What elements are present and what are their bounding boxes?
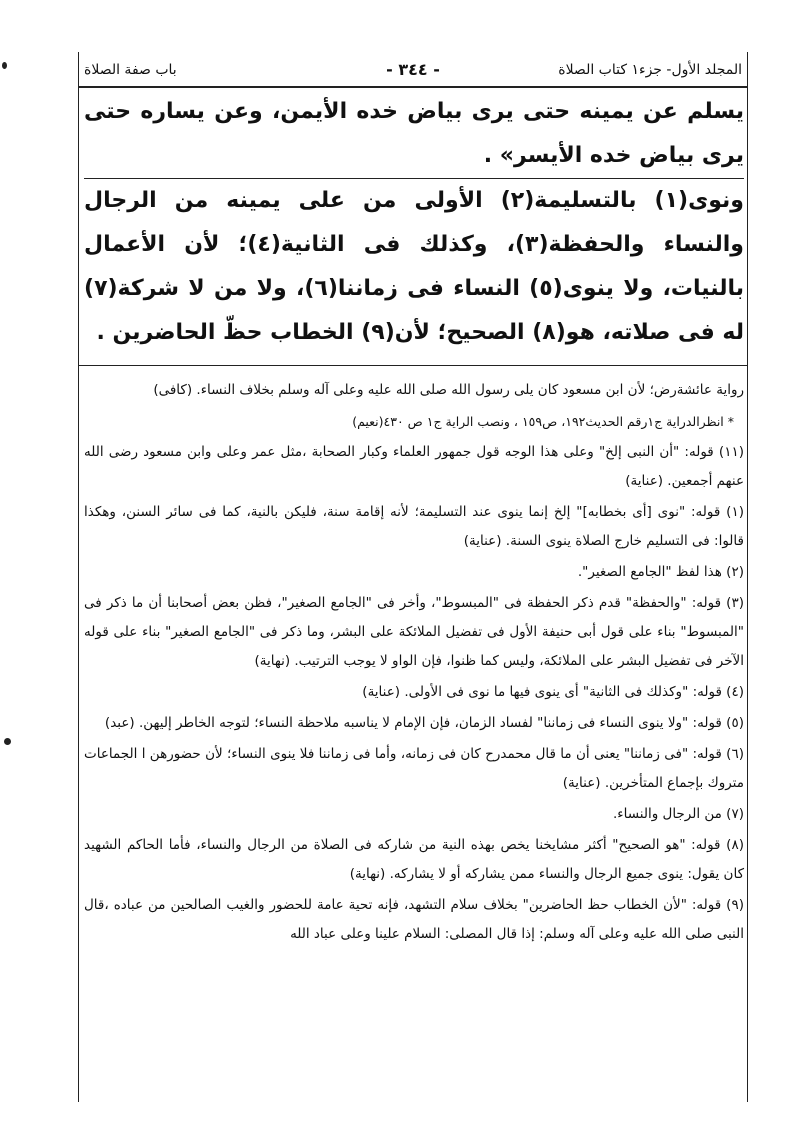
volume-info: المجلد الأول- جزء١ كتاب الصلاة — [558, 62, 742, 78]
footnote-8: (٨) قوله: "هو الصحيح" أكثر مشايخنا يخص بهذه النية من شاركه فى الصلاة من الرجال والنساء، فأما الحاكم الشهيد كان يقول: ينوى جميع الرجال والنساء ممن يشاركه أو لا يشاركه. (نهاية) — [84, 837, 744, 882]
page — [78, 42, 754, 1102]
footnote-11: (١١) قوله: "أن النبى إلخ" وعلى هذا الوجه قول جمهور العلماء وكبار الصحابة ،مثل عمر وعلى وابن مسعود رضى الله عنهم أجمعين. (عناية) — [84, 444, 744, 489]
page-number: - ٣٤٤ - — [386, 60, 440, 79]
footnote-4: (٤) قوله: "وكذلك فى الثانية" أى ينوى فيها ما نوى فى الأولى. (عناية) — [362, 684, 744, 700]
footnote-5: (٥) قوله: "ولا ينوى النساء فى زماننا" لفساد الزمان، فإن الإمام لا يناسبه ملاحظة النساء؛ لتوجه الخاطر إليهن. (عبد) — [104, 715, 744, 731]
footnote-rule — [78, 365, 748, 366]
footnotes — [84, 376, 744, 951]
main-line-1: يسلم عن يمينه حتى يرى بياض خده الأيمن، وعن يساره حتى يرى بياض خده الأيسر» . — [84, 99, 744, 168]
footnote-9: (٩) قوله: "لأن الخطاب حظ الحاضرين" بخلاف سلام التشهد، فإنه تحية عامة للحضور والغيب الصالحين من عباده ،قال النبى صلى الله عليه وعلى آله وسلم: إذا قال المصلى: السلام علينا وعلى عباد الله — [84, 897, 744, 942]
footnote-star: * انظرالدراية ج١رقم الحديث١٩٢، ص١٥٩ ، ونصب الراية ج١ ص ٤٣٠(نعيم) — [352, 414, 734, 429]
scan-speck — [4, 738, 11, 745]
footnote-7: (٧) من الرجال والنساء. — [612, 806, 744, 822]
footnote-1: (١) قوله: "نوى [أى بخطابه]" إلخ إنما ينوى عند التسليمة؛ لأنه إقامة سنة، فليكن بالنية، كما فى سائر السنن، وهكذا قالوا: فى التسليم خارج الصلاة ينوى السنة. (عناية) — [84, 504, 744, 549]
header-rule — [78, 86, 748, 88]
footnote-6: (٦) قوله: "فى زماننا" يعنى أن ما قال محمدرح كان فى زمانه، وأما فى زماننا فلا ينوى النساء؛ لأن حضورهن ا الجماعات متروك بإجماع المتأخرين. (عناية) — [84, 746, 744, 791]
footnote-3: (٣) قوله: "والحفظة" قدم ذكر الحفظة فى "المبسوط"، وأخر فى "الجامع الصغير"، فظن بعض أصحابنا أن ما ذكر فى "المبسوط" بناء على قول أبى حنيفة الأول فى تفضيل الملائكة على البشر، وما ذكر فى "الجامع الصغير" بناء على قوله الآخر فى تفضيل البشر على الملائكة، وليس كما ظنوا، فإن الواو لا يوجب الترتيب. (نهاية) — [84, 595, 744, 669]
main-line-2: ونوى(١) بالتسليمة(٢) الأولى من على يمينه من الرجال والنساء والحفظة(٣)، وكذلك فى الثانية(٤)؛ لأن الأعمال بالنيات، ولا ينوى(٥) النساء فى زماننا(٦)، ولا من لا شركة(٧) له فى صلاته، هو(٨) الصحيح؛ لأن(٩) الخطاب حظّ الحاضرين . — [84, 188, 744, 345]
main-text — [84, 90, 744, 355]
footnote-ref: رواية عائشةرض؛ لأن ابن مسعود كان يلى رسول الله صلى الله عليه وعلى آله وسلم بخلاف النساء. (كافى) — [153, 382, 744, 398]
chapter-title: باب صفة الصلاة — [84, 62, 177, 78]
scan-speck — [2, 62, 7, 69]
running-header — [78, 56, 748, 84]
footnote-2: (٢) هذا لفظ "الجامع الصغير". — [577, 564, 744, 580]
